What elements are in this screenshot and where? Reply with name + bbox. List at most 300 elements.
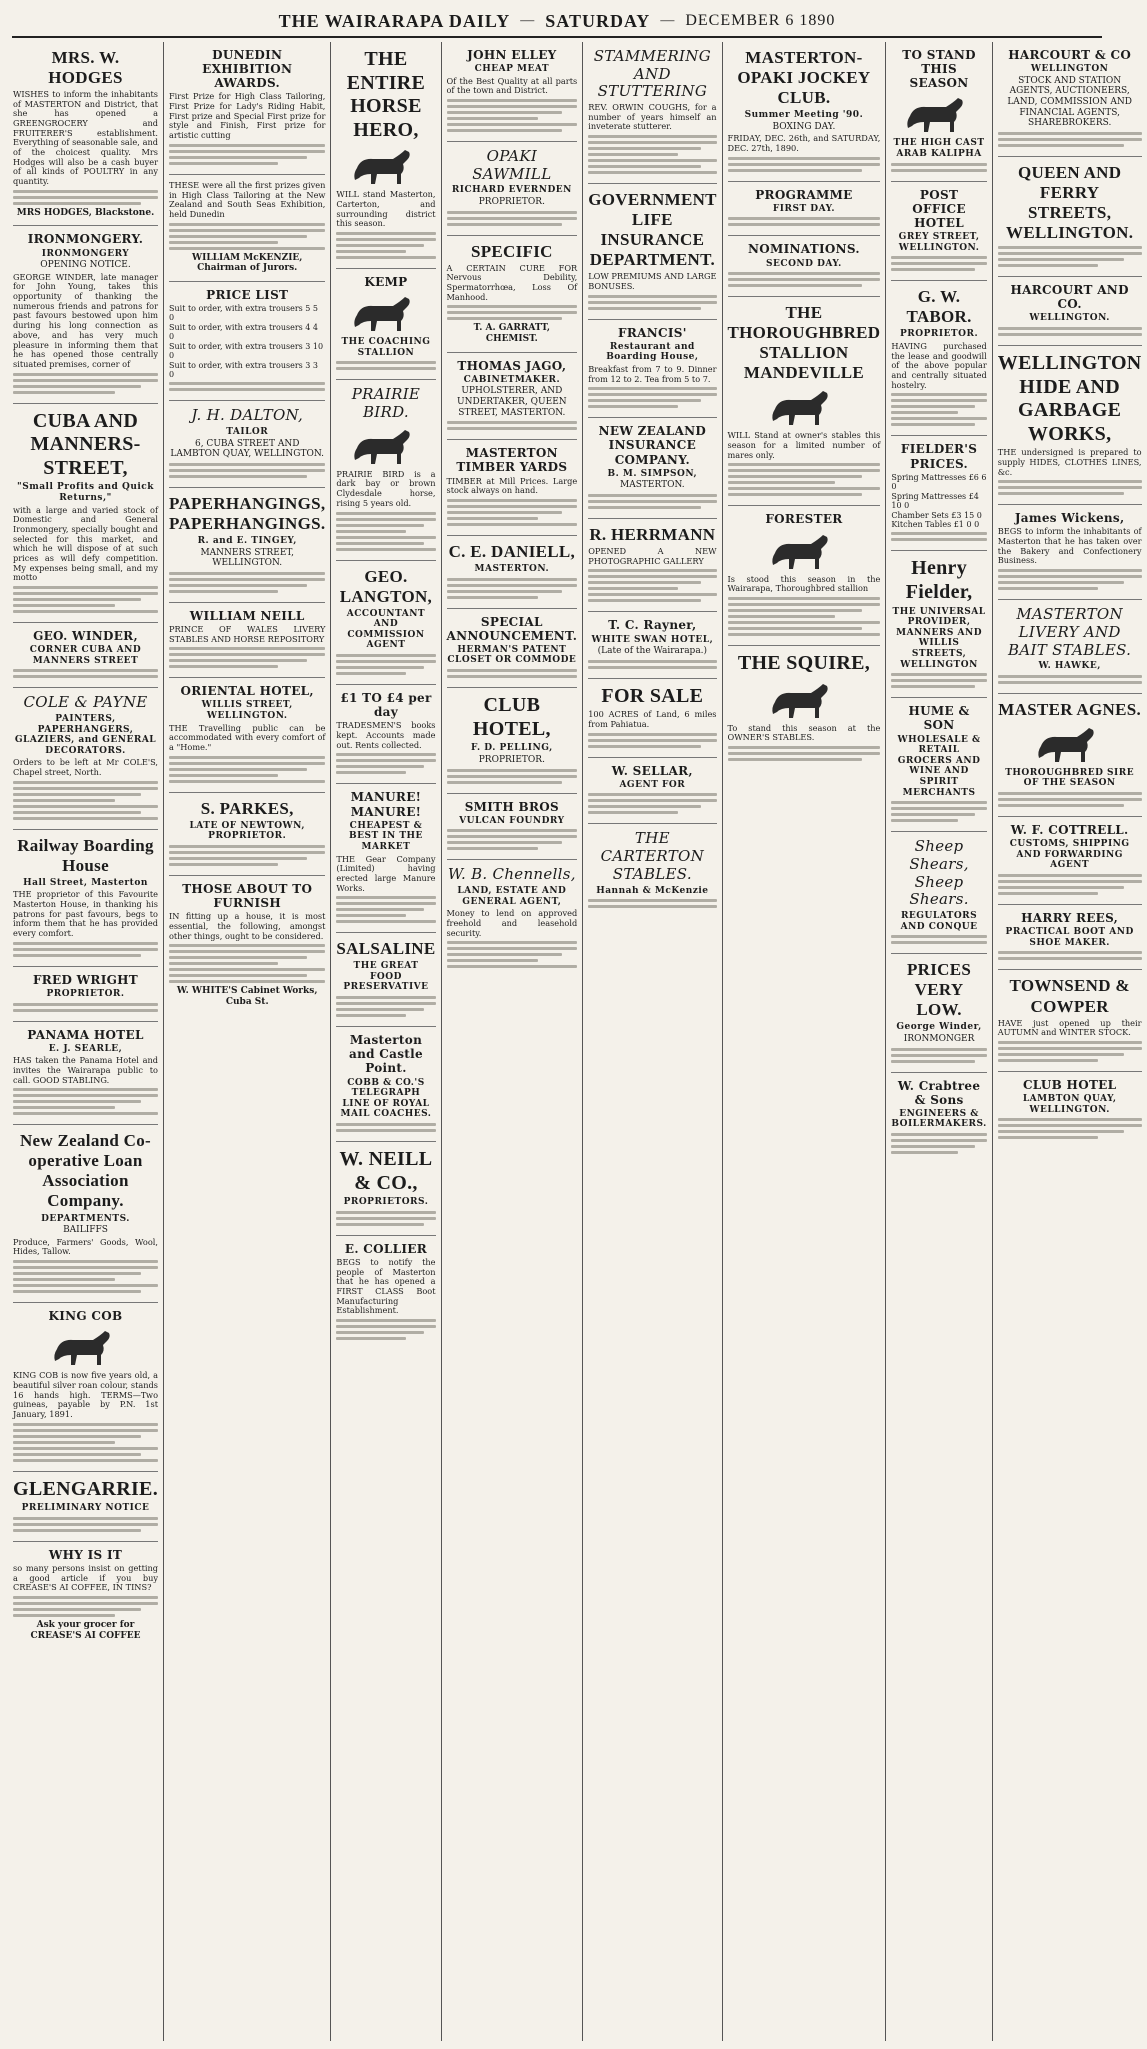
text-line <box>998 1041 1142 1044</box>
price-list-row: Suit to order, with extra trousers 4 4 0 <box>169 322 319 342</box>
body-text-block <box>998 675 1142 684</box>
text-line <box>13 1459 158 1462</box>
body-text-block <box>891 673 986 688</box>
text-line <box>891 1054 986 1057</box>
text-line <box>169 762 325 765</box>
text-line <box>336 902 435 905</box>
text-line <box>998 874 1142 877</box>
body-text-block <box>998 327 1142 336</box>
body-text-block <box>891 1048 986 1063</box>
text-line <box>447 775 578 778</box>
horse-woodcut-illustration <box>765 680 843 720</box>
text-line <box>447 427 578 430</box>
advertisement <box>447 609 578 689</box>
text-line <box>447 99 578 102</box>
advertisement <box>447 42 578 142</box>
text-line <box>336 896 435 899</box>
advertisement-heading: W. NEILL & CO., <box>339 1147 433 1194</box>
body-text-block <box>169 647 325 668</box>
body-text-block <box>998 792 1142 807</box>
text-line <box>998 486 1142 489</box>
text-line <box>169 774 278 777</box>
advertisement-heading: GLENGARRIE. <box>13 1477 158 1500</box>
body-text-block <box>728 157 881 172</box>
text-line <box>588 733 716 736</box>
advertisement <box>588 612 716 678</box>
text-line <box>13 1447 158 1450</box>
text-line <box>891 393 986 396</box>
text-line <box>336 1223 423 1226</box>
body-text-block <box>588 793 716 814</box>
text-line <box>728 157 881 160</box>
advertisement-heading: PRAIRIE BIRD. <box>351 385 421 422</box>
advertisement-body: Orders to be left at Mr COLE'S, Chapel street, North. <box>13 757 158 778</box>
text-line <box>13 1106 115 1109</box>
body-text-block <box>891 1133 986 1154</box>
text-line <box>891 685 975 688</box>
advertisement-heading: THE ENTIRE HORSE HERO, <box>346 48 426 141</box>
text-line <box>728 746 881 749</box>
text-line <box>169 469 325 472</box>
advertisement-subheading: RICHARD EVERNDEN <box>451 185 572 196</box>
advertisement-body: HAVE just opened up their AUTUMN and WINTER STOCK. <box>997 1017 1142 1038</box>
text-line <box>336 518 435 521</box>
advertisement-heading: THE CARTERTON STABLES. <box>600 829 705 883</box>
text-line <box>447 499 578 502</box>
body-text-block <box>13 669 158 678</box>
body-text-block <box>728 272 881 287</box>
text-line <box>447 959 538 962</box>
body-text-block <box>728 597 881 636</box>
text-line <box>13 592 158 595</box>
advertisement-heading: WELLINGTON HIDE AND GARBAGE WORKS, <box>997 351 1142 445</box>
text-line <box>447 769 578 772</box>
text-line <box>588 587 678 590</box>
text-line <box>728 272 881 275</box>
advertisement-body: 100 ACRES of Land, 6 miles from Pahiatua. <box>588 709 717 730</box>
masthead <box>12 6 1102 38</box>
text-line <box>998 804 1125 807</box>
text-line <box>336 771 405 774</box>
price-list-row: Spring Mattresses £6 6 0 <box>891 472 987 492</box>
advertisement-body: LOW PREMIUMS AND LARGE BONUSES. <box>588 271 717 291</box>
advertisement <box>998 970 1142 1071</box>
advertisement-subheading: AGENT FOR <box>619 779 686 790</box>
body-text-block <box>336 654 435 675</box>
text-line <box>447 421 578 424</box>
text-line <box>891 801 986 804</box>
text-line <box>998 1118 1142 1121</box>
body-text-block <box>447 829 578 850</box>
body-text-block <box>728 463 881 496</box>
newspaper-column <box>722 42 886 2041</box>
advertisement-heading: Henry Fielder, <box>905 557 973 603</box>
advertisement-heading: TO STAND THIS SEASON <box>902 48 976 91</box>
horse-woodcut-illustration <box>900 94 978 134</box>
text-line <box>998 1124 1142 1127</box>
advertisement-heading: PRICE LIST <box>206 287 289 302</box>
text-line <box>447 829 578 832</box>
text-line <box>998 957 1142 960</box>
text-line <box>169 780 325 783</box>
advertisement <box>728 506 881 646</box>
body-text-block <box>588 660 716 669</box>
advertisement-subheading: 6, CUBA STREET AND LAMBTON QUAY, WELLINGTON. <box>170 438 325 460</box>
title-separator: — <box>660 13 676 28</box>
advertisement <box>169 42 325 175</box>
text-line <box>336 753 435 756</box>
text-line <box>169 223 325 226</box>
text-line <box>998 798 1142 801</box>
text-line <box>588 159 716 162</box>
advertisement-subheading: Summer Meeting '90. <box>744 110 864 121</box>
advertisement <box>169 678 325 792</box>
text-line <box>728 217 881 220</box>
text-line <box>998 569 1142 572</box>
advertisement <box>13 967 158 1022</box>
body-text-block <box>891 935 986 944</box>
text-line <box>891 1133 986 1136</box>
advertisement-heading: KING COB <box>48 1309 123 1324</box>
advertisement-subheading: MASTERTON. <box>474 563 550 574</box>
text-line <box>891 1151 958 1154</box>
advertisement-heading: DUNEDIN EXHIBITION AWARDS. <box>202 48 293 91</box>
body-text-block <box>13 781 158 820</box>
text-line <box>169 247 325 250</box>
text-line <box>13 373 158 376</box>
advertisement-subheading: CHEAP MEAT <box>474 64 550 75</box>
advertisement-heading: THOSE ABOUT TO FURNISH <box>182 881 313 911</box>
title-separator: — <box>520 13 536 28</box>
text-line <box>13 787 158 790</box>
text-line <box>998 1047 1142 1050</box>
advertisement <box>13 1303 158 1472</box>
advertisement-body: PRAIRIE BIRD is a dark bay or brown Clydesdale horse, rising 5 years old. <box>336 468 436 508</box>
text-line <box>728 163 881 166</box>
text-line <box>728 469 881 472</box>
price-list-row: Suit to order, with extra trousers 3 10 0 <box>169 341 324 361</box>
text-line <box>13 1529 141 1532</box>
text-line <box>447 941 578 944</box>
text-line <box>13 942 158 945</box>
advertisement-heading: Sheep Shears, Sheep Shears. <box>909 837 969 909</box>
text-line <box>13 1614 115 1617</box>
text-line <box>169 475 307 478</box>
text-line <box>13 669 158 672</box>
body-text-block <box>447 211 578 226</box>
advertisement <box>13 623 158 688</box>
advertisement-subheading: THE COACHING STALLION <box>341 337 431 358</box>
text-line <box>336 666 423 669</box>
body-text-block <box>169 572 325 593</box>
advertisement <box>891 1073 986 1164</box>
text-line <box>447 669 578 672</box>
text-line <box>13 799 115 802</box>
advertisement-body: with a large and varied stock of Domestic and General Ironmongery, specially bought and selected for this market, and which he will dispose of at such prices as will defy competition. My expenses being small, and my motto <box>13 504 158 583</box>
advertisement-heading: SPECIFIC <box>470 241 553 261</box>
advertisement <box>447 440 578 536</box>
text-line <box>169 235 307 238</box>
advertisement <box>169 175 325 282</box>
advertisement-heading: MANURE! MANURE! <box>350 790 422 819</box>
advertisement-body: Of the Best Quality at all parts of the town and District. <box>446 75 578 96</box>
advertisement-body: KING COB is now five years old, a beautiful silver roan colour, stands 16 hands high. TERMS—Two guineas, payable by P.N. 1st January, 1891. <box>13 1370 158 1419</box>
body-text-block <box>891 256 986 271</box>
advertisement-body: THE undersigned is prepared to supply HIDES, CLOTHES LINES, &c. <box>997 447 1142 477</box>
body-text-block <box>447 499 578 526</box>
newspaper-column <box>582 42 721 2041</box>
horse-woodcut-illustration <box>47 1327 125 1367</box>
advertisement-subheading: STOCK AND STATION AGENTS, AUCTIONEERS, LAND, COMMISSION AND FINANCIAL AGENTS, SHAREBROKERS. <box>1007 75 1132 129</box>
issue-date: DECEMBER 6 1890 <box>685 12 836 29</box>
text-line <box>728 621 881 624</box>
issue-day: SATURDAY <box>545 10 651 31</box>
text-line <box>13 1435 141 1438</box>
body-text-block <box>447 99 578 132</box>
text-line <box>13 1272 141 1275</box>
advertisement-heading: MASTER AGNES. <box>998 699 1142 719</box>
text-line <box>891 262 986 265</box>
advertisement <box>998 277 1142 346</box>
text-line <box>588 141 716 144</box>
body-text-block <box>998 569 1142 590</box>
text-line <box>169 659 307 662</box>
advertisement <box>447 142 578 236</box>
text-line <box>447 590 562 593</box>
advertisement <box>891 551 986 698</box>
text-line <box>447 584 578 587</box>
text-line <box>169 572 325 575</box>
text-line <box>13 610 158 613</box>
advertisement-signature: W. WHITE'S Cabinet Works, Cuba St. <box>176 986 318 1007</box>
advertisement-heading: JOHN ELLEY <box>467 48 557 62</box>
text-line <box>336 256 435 259</box>
text-line <box>13 1596 158 1599</box>
advertisement-heading: Railway Boarding House <box>17 835 154 875</box>
horse-woodcut-illustration <box>347 293 425 333</box>
advertisement-subheading: IRONMONGERY <box>41 248 130 259</box>
advertisement <box>588 418 716 519</box>
advertisement-subheading: PROPRIETOR. <box>900 329 979 340</box>
text-line <box>998 1130 1125 1133</box>
advertisement-body: Money to lend on approved freehold and leasehold security. <box>446 908 578 938</box>
text-line <box>447 847 538 850</box>
advertisement-body: HAVING purchased the lease and goodwill of the above popular and centrally situated hostelry. <box>891 341 987 390</box>
text-line <box>998 675 1142 678</box>
advertisement-heading: HUME & SON <box>908 704 970 733</box>
text-line <box>336 1331 423 1334</box>
text-line <box>13 190 158 193</box>
text-line <box>891 399 986 402</box>
advertisement-subheading: WILLIS STREET, WELLINGTON. <box>201 700 293 722</box>
text-line <box>891 169 986 172</box>
text-line <box>728 284 863 287</box>
text-line <box>336 914 405 917</box>
text-line <box>891 1139 986 1142</box>
body-text-block <box>891 532 986 541</box>
text-line <box>336 1325 435 1328</box>
body-text-block <box>588 387 716 408</box>
advertisement <box>336 933 435 1027</box>
text-line <box>13 1608 141 1611</box>
text-line <box>998 264 1099 267</box>
advertisement-heading: S. PARKES, <box>200 798 294 818</box>
advertisement <box>891 436 986 551</box>
text-line <box>447 523 578 526</box>
text-line <box>588 899 716 902</box>
text-line <box>588 165 701 168</box>
text-line <box>13 1278 115 1281</box>
text-line <box>588 569 716 572</box>
text-line <box>169 857 307 860</box>
advertisement-subheading: Restaurant and Boarding House, <box>606 341 699 363</box>
text-line <box>998 886 1125 889</box>
advertisement <box>447 860 578 977</box>
advertisement-heading: C. E. DANIELL, <box>448 541 576 561</box>
text-line <box>336 244 423 247</box>
advertisement <box>588 758 716 825</box>
advertisement-heading: Masterton and Castle Point. <box>349 1033 423 1076</box>
advertisement-subheading: IRONMONGER <box>903 1033 975 1044</box>
advertisement-heading: MASTERTON TIMBER YARDS <box>456 446 568 475</box>
text-line <box>588 301 716 304</box>
text-line <box>13 1284 158 1287</box>
advertisement-subheading: COBB & CO.'S TELEGRAPH LINE OF ROYAL MAIL COACHES. <box>340 1077 432 1120</box>
body-text-block <box>588 494 716 509</box>
advertisement-heading: HARCOURT AND CO. <box>1010 283 1129 312</box>
body-text-block <box>169 756 325 783</box>
advertisement-heading: GEO. WINDER, <box>33 628 138 643</box>
text-line <box>588 387 716 390</box>
body-text-block <box>891 801 986 822</box>
advertisement-subheading: VULCAN FOUNDRY <box>459 815 565 826</box>
text-line <box>13 1523 158 1526</box>
advertisement-body: Produce, Farmers' Goods, Wool, Hides, Tallow. <box>13 1236 158 1257</box>
text-line <box>13 1088 158 1091</box>
advertisement <box>728 236 881 297</box>
text-line <box>447 517 538 520</box>
body-text-block <box>13 373 158 394</box>
advertisement-body: WISHES to inform the inhabitants of MASTERTON and District, that she has opened a GREENGROCERY and FRUITERER'S establishment. Everything of seasonable sale, and of the choicest quality. Mrs Hodges will also be a cash buyer of all kinds of POULTRY in any quantity. <box>13 89 158 187</box>
body-text-block <box>447 941 578 968</box>
body-text-block <box>13 1423 158 1462</box>
text-line <box>169 162 278 165</box>
text-line <box>728 609 863 612</box>
text-line <box>588 393 716 396</box>
advertisement-signature: MRS HODGES, Blackstone. <box>16 207 155 218</box>
body-text-block <box>336 1123 435 1132</box>
text-line <box>169 962 278 965</box>
text-line <box>998 492 1125 495</box>
text-line <box>447 311 578 314</box>
body-text-block <box>998 132 1142 147</box>
text-line <box>169 665 278 668</box>
text-line <box>588 307 701 310</box>
body-text-block <box>588 733 716 748</box>
text-line <box>169 150 325 153</box>
advertisement-heading: GEO. LANGTON, <box>339 566 433 606</box>
text-line <box>336 1319 435 1322</box>
text-line <box>588 793 716 796</box>
text-line <box>336 548 435 551</box>
text-line <box>13 948 158 951</box>
body-text-block <box>13 1003 158 1012</box>
text-line <box>728 463 881 466</box>
advertisement-subheading: LAND, ESTATE AND GENERAL AGENT, <box>457 885 567 907</box>
advertisement-subheading: Hall Street, Masterton <box>23 877 148 888</box>
advertisement-heading: SPECIAL ANNOUNCEMENT. <box>446 614 578 643</box>
body-text-block <box>169 845 325 866</box>
text-line <box>169 974 307 977</box>
advertisement-subheading: PROPRIETOR. <box>46 988 125 999</box>
text-line <box>447 117 538 120</box>
advertisement <box>336 685 435 784</box>
text-line <box>728 278 881 281</box>
body-text-block <box>336 1319 435 1340</box>
advertisement-heading: R. HERRMANN <box>589 525 716 545</box>
text-line <box>13 1453 141 1456</box>
advertisement <box>169 282 325 402</box>
body-text-block <box>728 217 881 226</box>
advertisement-heading: FORESTER <box>765 512 843 527</box>
advertisement <box>169 488 325 603</box>
advertisement-subheading: ACCOUNTANT AND COMMISSION AGENT <box>346 608 426 651</box>
text-line <box>891 819 958 822</box>
text-line <box>336 672 405 675</box>
text-line <box>13 1003 158 1006</box>
text-line <box>169 241 278 244</box>
body-text-block <box>336 753 435 774</box>
text-line <box>336 250 405 253</box>
advertisement-body: THE Gear Company (Limited) having erected large Manure Works. <box>336 853 436 893</box>
text-line <box>336 542 423 545</box>
body-text-block <box>728 746 881 761</box>
advertisement-heading: OPAKI SAWMILL <box>472 147 552 183</box>
text-line <box>588 799 716 802</box>
body-text-block <box>336 512 435 551</box>
text-line <box>998 792 1142 795</box>
text-line <box>891 941 986 944</box>
advertisement <box>13 42 158 226</box>
advertisement-heading: THOMAS JAGO, <box>457 358 567 373</box>
text-line <box>336 1002 435 1005</box>
text-line <box>728 597 881 600</box>
text-line <box>447 217 578 220</box>
text-line <box>13 781 158 784</box>
advertisement-subheading: MANNERS STREET, WELLINGTON. <box>200 547 294 569</box>
advertisement <box>998 1072 1142 1148</box>
price-list-row: Chamber Sets £3 15 0 <box>891 510 982 520</box>
advertisement-subheading: WELLINGTON. <box>1029 313 1110 324</box>
text-line <box>998 252 1142 255</box>
text-line <box>447 835 578 838</box>
advertisement-subheading: DEPARTMENTS. <box>41 1213 130 1224</box>
text-line <box>728 223 881 226</box>
body-text-block <box>13 190 158 205</box>
text-line <box>891 411 958 414</box>
advertisement-subheading: UPHOLSTERER, AND UNDERTAKER, QUEEN STREET, MASTERTON. <box>457 386 567 418</box>
text-line <box>891 268 975 271</box>
advertisement-heading: FIELDER'S PRICES. <box>900 442 978 471</box>
newspaper-column <box>163 42 330 2041</box>
advertisement <box>13 1472 158 1542</box>
text-line <box>891 807 986 810</box>
advertisement-heading: J. H. DALTON, <box>191 406 304 425</box>
text-line <box>998 951 1142 954</box>
text-line <box>998 880 1142 883</box>
advertisement-body: IN fitting up a house, it is most essential, the following, amongst other things, ought to be considered. <box>169 911 326 941</box>
advertisement-subheading: THE UNIVERSAL PROVIDER, MANNERS AND WILLIS STREETS, WELLINGTON <box>892 606 986 670</box>
